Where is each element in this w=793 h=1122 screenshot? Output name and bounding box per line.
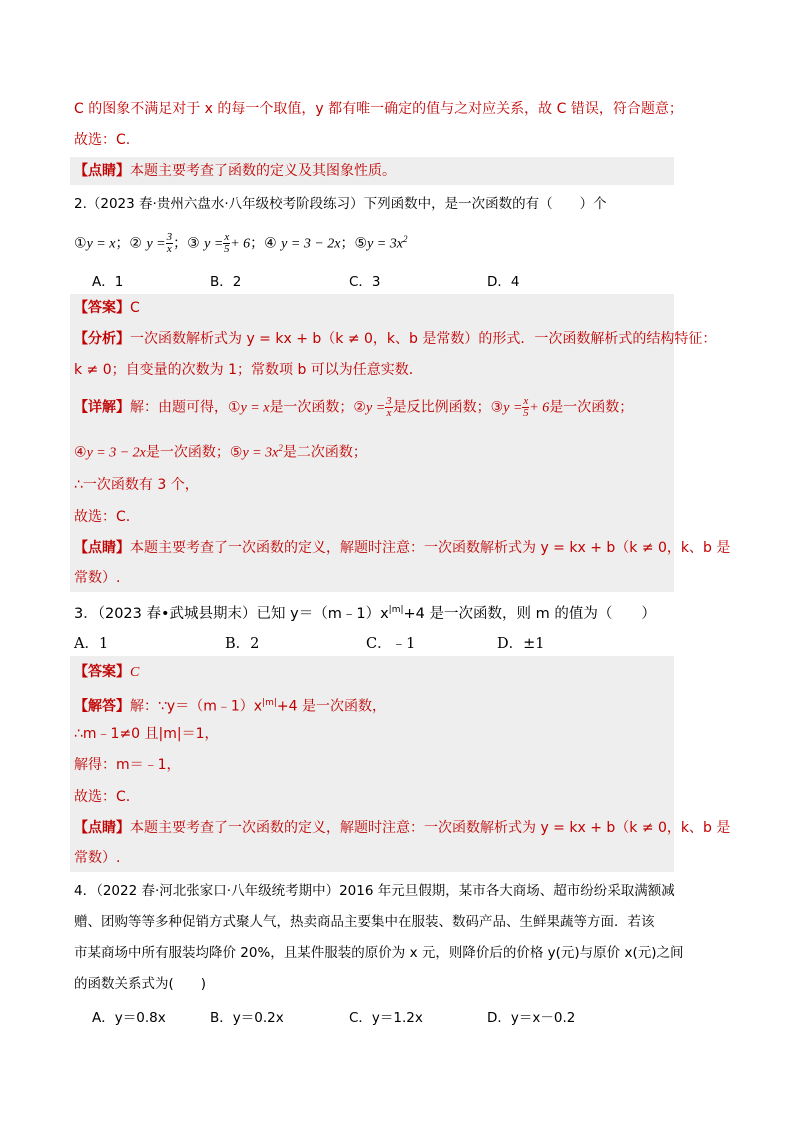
q2-option-c: C．3 [349, 274, 381, 290]
q3-option-a: A．1 [74, 636, 109, 652]
q2-fenxi-1: 【分析】一次函数解析式为 y = kx + b（k ≠ 0，k、b 是常数）的形式．一次函数解析式的结构特征： [74, 331, 717, 347]
prev-line-1: C 的图象不满足对于 x 的每一个取值，y 都有唯一确定的值与之对应关系，故 C 错误，符合题意； [74, 101, 683, 117]
q4-option-a: A．y＝0.8x [92, 1010, 166, 1026]
q2-option-d: D．4 [487, 274, 520, 290]
q4-option-d: D．y＝x－0.2 [487, 1010, 576, 1026]
q4-option-c: C．y＝1.2x [349, 1010, 423, 1026]
q2-xiangjie-4: 故选：C. [74, 509, 131, 525]
q2-dianjing-1: 【点睛】本题主要考查了一次函数的定义，解题时注意：一次函数解析式为 y = kx + b（k ≠ 0，k、b 是 [74, 540, 731, 556]
q3-dianjing-1: 【点睛】本题主要考查了一次函数的定义，解题时注意：一次函数解析式为 y = kx + b（k ≠ 0，k、b 是 [74, 820, 731, 836]
q3-option-b: B．2 [225, 636, 260, 652]
q3-jieda-1: 【解答】解：$\because y=(m﹣1)x^{|m|}+4$ 是一次函数， [74, 698, 386, 715]
q2-fenxi-2: k ≠ 0；自变量的次数为 1；常数项 b 可以为任意实数． [74, 362, 423, 378]
q4-line-2: 赠、团购等等多种促销方式聚人气，热卖商品主要集中在服装、数码产品、生鲜果蔬等方面．若该 [74, 914, 655, 930]
q3-dianjing-2: 常数）. [74, 850, 121, 866]
prev-dianjing [74, 160, 396, 182]
q3-option-c: C．﹣1 [366, 636, 416, 652]
q4-line-3: 市某商场中所有服装均降价 20%，且某件服装的原价为 x 元，则降价后的价格 y(元)与原价 x(元)之间 [74, 945, 684, 961]
q3-jieda-3: 解得：m＝﹣1， [74, 757, 181, 773]
q3-stem: 3．（2023 春•武城县期末）已知 $y=(m﹣1)x^{|m|}+4$ 是一次函数，则 m 的值为（ ） [74, 605, 656, 622]
q2-items: ①y = x；② y = $\frac{3}{x}$ ；③ y = $\frac{x}{5}$ + 6；④ y = 3 − 2x；⑤y = $3x^2$ [74, 231, 408, 256]
q2-dianjing-2: 常数）. [74, 570, 121, 586]
q2-answer: 【答案】C [74, 300, 140, 316]
q3-jieda-2: ∴m﹣1≠0 且|m|＝1， [74, 726, 219, 742]
q3-option-d: D．±1 [497, 636, 545, 652]
q2-xiangjie-2: ④y = 3 − 2x是一次函数；⑤y = $3x^2$是二次函数； [74, 443, 367, 461]
q2-option-b: B．2 [210, 274, 242, 290]
q2-xiangjie-1: 【详解】解：由题可得，①y = x是一次函数；②y = $\frac{3}{x}$ 是反比例函数；③y = $\frac{x}{5}$ + 6是一次函数； [74, 395, 634, 419]
q4-line-4: 的函数关系式为( ) [74, 976, 207, 992]
q4-option-b: B．y＝0.2x [210, 1010, 284, 1026]
dianjing-tag: 【点睛】 [74, 163, 130, 179]
q2-option-a: A．1 [92, 274, 124, 290]
q3-jieda-4: 故选：C. [74, 789, 131, 805]
q3-answer: 【答案】C [74, 664, 140, 680]
dianjing-text: 本题主要考查了函数的定义及其图象性质。 [130, 163, 396, 179]
q4-line-1: 4．（2022 春·河北张家口·八年级统考期中）2016 年元旦假期，某市各大商场、超市纷纷采取满额减 [74, 883, 675, 899]
q2-stem: 2.（2023 春·贵州六盘水·八年级校考阶段练习）下列函数中，是一次函数的有（ ）个 [74, 196, 607, 212]
prev-line-2: 故选：C. [74, 132, 131, 148]
q2-xiangjie-3: ∴一次函数有 3 个， [74, 477, 199, 493]
